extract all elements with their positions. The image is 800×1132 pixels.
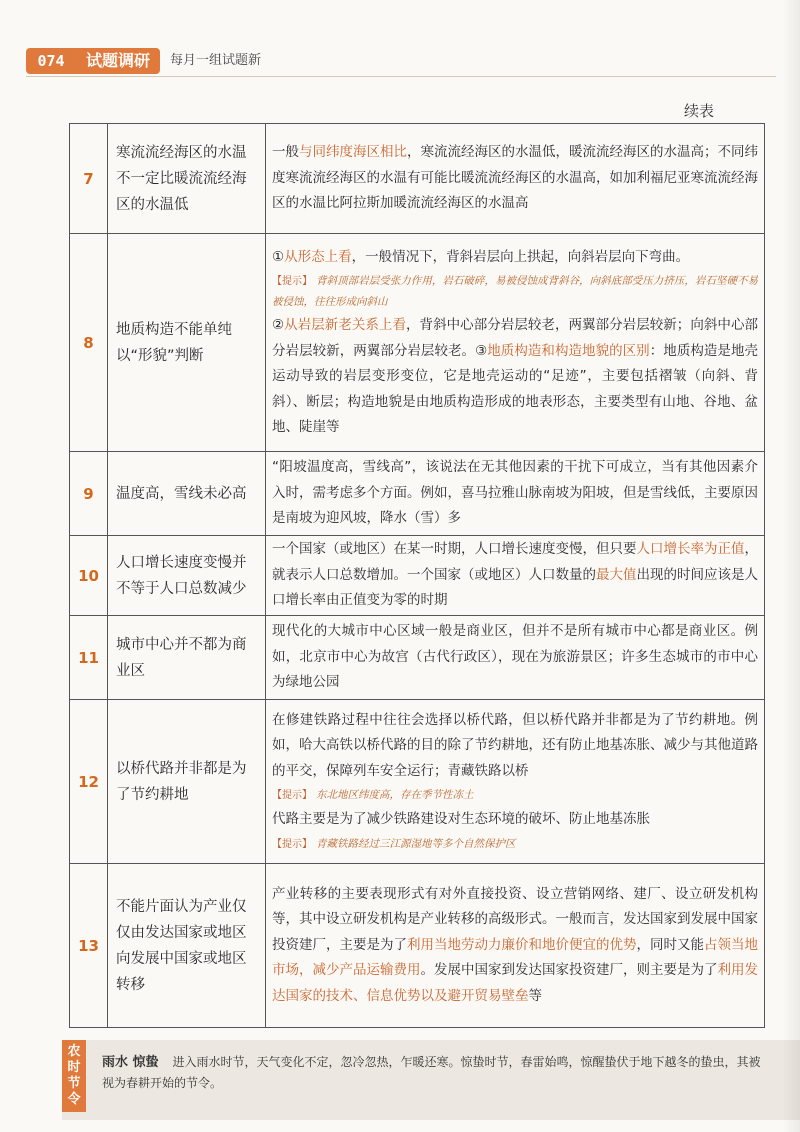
row-title: 温度高，雪线未必高 — [108, 452, 266, 536]
footer-description: 进入雨水时节，天气变化不定，忽冷忽热，乍暖还寒。惊蛰时节，春雷始鸣，惊醒蛰伏于地下越冬的蛰虫，其被视为春耕开始的节令。 — [102, 1055, 761, 1090]
page-number: 074 — [37, 52, 65, 70]
continued-label: 续表 — [683, 102, 714, 120]
solar-term: 雨水 惊蛰 — [102, 1055, 159, 1070]
row-title: 寒流流经海区的水温不一定比暖流流经海区的水温低 — [108, 124, 266, 234]
row-number: 7 — [70, 124, 108, 234]
row-content: 产业转移的主要表现形式有对外直接投资、设立营销网络、建厂、设立研发机构等，其中设立研发机构是产业转移的高级形式。一般而言，发达国家到发展中国家投资建厂，主要是为了利用当地劳动力廉价和地价便宜的优势，同时又能占领当地市场，减少产品运输费用。发展中国家到发达国家投资建厂，则主要是为了利用发达国家的技术、信息优势以及避开贸易壁垒等 — [266, 864, 765, 1028]
table-row — [70, 234, 765, 452]
row-content: 现代化的大城市中心区域一般是商业区，但并不是所有城市中心都是商业区。例如，北京市中心为故宫（古代行政区），现在为旅游景区；许多生态城市的市中心为绿地公园 — [266, 616, 765, 700]
tip-note: 【提示】 青藏铁路经过三江源湿地等多个自然保护区 — [272, 837, 516, 850]
table-row — [70, 536, 765, 616]
row-content: 一般与同纬度海区相比，寒流流经海区的水温低，暖流流经海区的水温高；不同纬度寒流流经海区的水温有可能比暖流流经海区的水温高，如加利福尼亚寒流流经海区的水温比阿拉斯加暖流流经海区的水温高 — [266, 124, 765, 234]
row-content: 在修建铁路过程中往往会选择以桥代路，但以桥代路并非都是为了节约耕地。例如，哈大高铁以桥代路的目的除了节约耕地，还有防止地基冻胀、减少与其他道路的平交，保障列车安全运行；青藏铁路以桥 【提示】 东北地区纬度高，存在季节性冻土 代路主要是为了减少铁路建设对生态环境的破坏、防止地基冻胀 【提示】 青藏铁路经过三江源湿地等多个自然保护区 — [266, 700, 765, 864]
header-divider — [26, 76, 776, 77]
tip-note: 【提示】 背斜顶部岩层受张力作用，岩石破碎，易被侵蚀成背斜谷，向斜底部受压力挤压，岩石坚硬不易被侵蚀，往往形成向斜山 — [272, 275, 759, 308]
header-slogan: 每月一组试题新 — [170, 53, 262, 68]
row-number: 13 — [70, 864, 108, 1028]
page-header — [0, 36, 800, 80]
table-row — [70, 864, 765, 1028]
page-edge-shadow — [782, 0, 800, 1132]
misconceptions-table — [69, 123, 765, 1028]
row-number: 9 — [70, 452, 108, 536]
row-title: 不能片面认为产业仅仅由发达国家或地区向发展中国家或地区转移 — [108, 864, 266, 1028]
row-number: 10 — [70, 536, 108, 616]
row-number: 12 — [70, 700, 108, 864]
footer-tab: 农时节令 — [62, 1040, 86, 1112]
row-title: 以桥代路并非都是为了节约耕地 — [108, 700, 266, 864]
row-content: 一个国家（或地区）在某一时期，人口增长速度变慢，但只要人口增长率为正值，就表示人口总数增加。一个国家（或地区）人口数量的最大值出现的时间应该是人口增长率由正值变为零的时期 — [266, 536, 765, 616]
row-title: 人口增长速度变慢并不等于人口总数减少 — [108, 536, 266, 616]
row-title: 城市中心并不都为商业区 — [108, 616, 266, 700]
footer-text — [102, 1052, 762, 1093]
tip-note: 【提示】 东北地区纬度高，存在季节性冻土 — [272, 789, 474, 801]
row-title: 地质构造不能单纯以“形貌”判断 — [108, 234, 266, 452]
table-row — [70, 700, 765, 864]
table-row — [70, 124, 765, 234]
row-content: “阳坡温度高，雪线高”，该说法在无其他因素的干扰下可成立，当有其他因素介入时，需考虑多个方面。例如，喜马拉雅山脉南坡为阳坡，但是雪线低，主要原因是南坡为迎风坡，降水（雪）多 — [266, 452, 765, 536]
table-row — [70, 452, 765, 536]
table-row — [70, 616, 765, 700]
row-number: 8 — [70, 234, 108, 452]
row-number: 11 — [70, 616, 108, 700]
section-title: 试题调研 — [85, 51, 150, 70]
row-content: ①从形态上看，一般情况下，背斜岩层向上拱起，向斜岩层向下弯曲。 【提示】 背斜顶部岩层受张力作用，岩石破碎，易被侵蚀成背斜谷，向斜底部受压力挤压，岩石坚硬不易被侵蚀，往往形成向斜山 ②从岩层新老关系上看，背斜中心部分岩层较老，两翼部分岩层较新；向斜中心部分岩层较新，两翼部分岩层较老。③地质构造和构造地貌的区别：地质构造是地壳运动导致的岩层变形变位，它是地壳运动的“足迹”，主要包括褶皱（向斜、背斜）、断层；构造地貌是由地质构造形成的地表形态，主要类型有山地、谷地、盆地、陡崖等 — [266, 234, 765, 452]
